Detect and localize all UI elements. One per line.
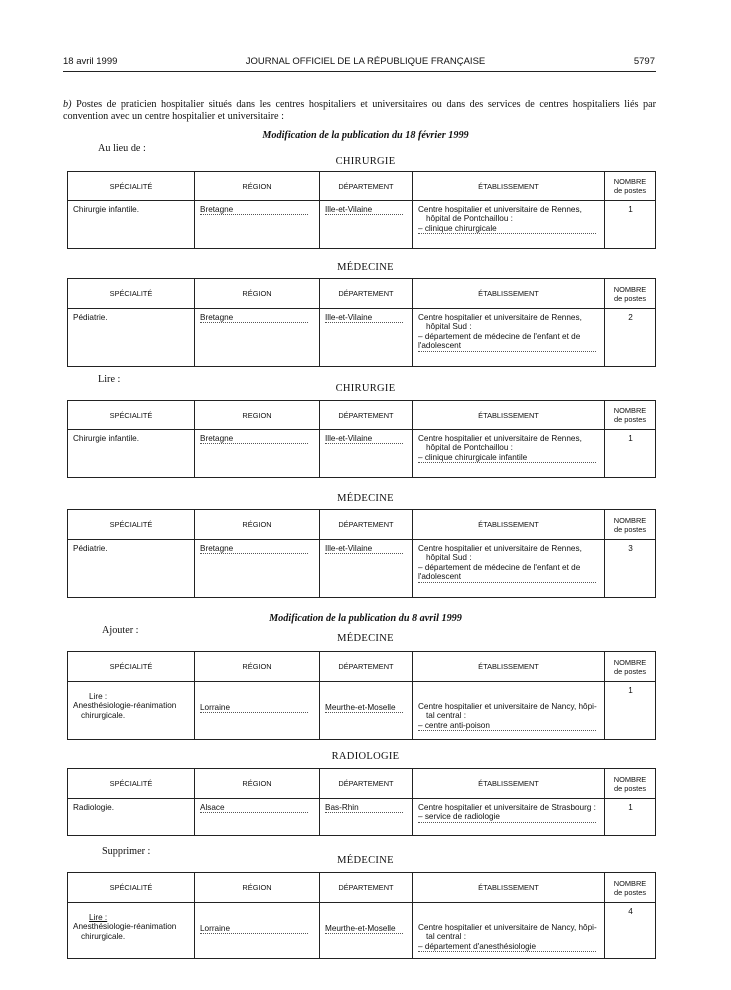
section-title-radiologie: RADIOLOGIE bbox=[331, 751, 400, 762]
cell-nombre: 4 bbox=[605, 903, 656, 959]
header-rule bbox=[63, 71, 656, 72]
col-header-etablissement: ÉTABLISSEMENT bbox=[413, 769, 605, 799]
col-header-specialite: SPÉCIALITÉ bbox=[68, 873, 195, 903]
col-header-departement: DÉPARTEMENT bbox=[320, 279, 413, 309]
col-header-departement: DÉPARTEMENT bbox=[320, 873, 413, 903]
cell-departement: Meurthe-et-Moselle bbox=[320, 682, 413, 740]
cell-region: Bretagne bbox=[195, 540, 320, 598]
cell-departement: Bas-Rhin bbox=[320, 799, 413, 836]
col-header-nombre: NOMBRE de postes bbox=[605, 279, 656, 309]
cell-specialite: Pédiatrie. bbox=[68, 540, 195, 598]
col-header-departement: DÉPARTEMENT bbox=[320, 172, 413, 201]
intro-text: Postes de praticien hospitalier situés dans les centres hospitaliers et universitaires ou dans des services de centres hospitaliers liés par convention avec un centre hospitalier et universitaire : bbox=[63, 99, 656, 122]
col-header-etablissement: ÉTABLISSEMENT bbox=[413, 873, 605, 903]
cell-region: Alsace bbox=[195, 799, 320, 836]
cell-specialite: Chirurgie infantile. bbox=[68, 430, 195, 478]
cell-region: Bretagne bbox=[195, 430, 320, 478]
col-header-specialite: SPÉCIALITÉ bbox=[68, 769, 195, 799]
intro-letter: b) bbox=[63, 99, 72, 110]
col-header-region: RÉGION bbox=[195, 769, 320, 799]
col-header-specialite: SPÉCIALITÉ bbox=[68, 652, 195, 682]
cell-specialite: Lire : Anesthésiologie-réanimation chirurgicale. bbox=[68, 903, 195, 959]
cell-etablissement: Centre hospitalier et universitaire de Rennes, hôpital Sud : – département de médecine de l'enfant et de l'adolescent bbox=[413, 309, 605, 367]
col-header-etablissement: ÉTABLISSEMENT bbox=[413, 279, 605, 309]
cell-specialite: Lire : Anesthésiologie-réanimation chirurgicale. bbox=[68, 682, 195, 740]
col-header-specialite: SPÉCIALITÉ bbox=[68, 172, 195, 201]
section-title-medecine: MÉDECINE bbox=[337, 855, 394, 866]
table-medecine-supprimer bbox=[67, 872, 656, 959]
col-header-departement: DÉPARTEMENT bbox=[320, 401, 413, 430]
header-page-number: 5797 bbox=[633, 56, 655, 67]
col-header-nombre: NOMBRE de postes bbox=[605, 510, 656, 540]
publication-note-2: Modification de la publication du 8 avril 1999 bbox=[269, 613, 462, 624]
cell-region: Bretagne bbox=[195, 309, 320, 367]
cell-region: Bretagne bbox=[195, 201, 320, 249]
table-row bbox=[68, 540, 656, 598]
col-header-specialite: SPÉCIALITÉ bbox=[68, 510, 195, 540]
col-header-nombre: NOMBRE de postes bbox=[605, 652, 656, 682]
cell-departement: Ille-et-Vilaine bbox=[320, 430, 413, 478]
col-header-etablissement: ÉTABLISSEMENT bbox=[413, 510, 605, 540]
label-au-lieu-de: Au lieu de : bbox=[98, 143, 146, 154]
section-title-medecine: MÉDECINE bbox=[337, 633, 394, 644]
cell-etablissement: Centre hospitalier et universitaire de Strasbourg : – service de radiologie bbox=[413, 799, 605, 836]
label-ajouter: Ajouter : bbox=[102, 625, 139, 636]
cell-nombre: 1 bbox=[605, 682, 656, 740]
cell-specialite: Pédiatrie. bbox=[68, 309, 195, 367]
cell-etablissement: Centre hospitalier et universitaire de Rennes, hôpital Sud : – département de médecine de l'enfant et de l'adolescent bbox=[413, 540, 605, 598]
cell-etablissement: Centre hospitalier et universitaire de Nancy, hôpi- tal central : – centre anti-poison bbox=[413, 682, 605, 740]
col-header-specialite: SPÉCIALITÉ bbox=[68, 401, 195, 430]
col-header-nombre: NOMBRE de postes bbox=[605, 401, 656, 430]
table-chirurgie-lire bbox=[67, 400, 656, 478]
publication-note-1: Modification de la publication du 18 février 1999 bbox=[262, 130, 469, 141]
cell-departement: Ille-et-Vilaine bbox=[320, 309, 413, 367]
header-journal-title: JOURNAL OFFICIEL DE LA RÉPUBLIQUE FRANÇAISE bbox=[245, 56, 486, 67]
table-row bbox=[68, 682, 656, 740]
col-header-region: RÉGION bbox=[195, 172, 320, 201]
table-medecine-au-lieu bbox=[67, 278, 656, 367]
cell-specialite: Radiologie. bbox=[68, 799, 195, 836]
col-header-etablissement: ÉTABLISSEMENT bbox=[413, 401, 605, 430]
table-radiologie-ajouter bbox=[67, 768, 656, 836]
col-header-nombre: NOMBRE de postes bbox=[605, 873, 656, 903]
table-medecine-ajouter bbox=[67, 651, 656, 740]
cell-etablissement: Centre hospitalier et universitaire de Rennes, hôpital de Pontchaillou : – clinique chirurgicale bbox=[413, 201, 605, 249]
cell-region: Lorraine bbox=[195, 903, 320, 959]
col-header-nombre: NOMBRE de postes bbox=[605, 769, 656, 799]
cell-etablissement: Centre hospitalier et universitaire de Rennes, hôpital de Pontchaillou : – clinique chirurgicale infantile bbox=[413, 430, 605, 478]
col-header-departement: DÉPARTEMENT bbox=[320, 510, 413, 540]
col-header-etablissement: ÉTABLISSEMENT bbox=[413, 172, 605, 201]
table-row bbox=[68, 799, 656, 836]
cell-departement: Ille-et-Vilaine bbox=[320, 201, 413, 249]
col-header-region: RÉGION bbox=[195, 279, 320, 309]
col-header-departement: DÉPARTEMENT bbox=[320, 769, 413, 799]
col-header-nombre: NOMBRE de postes bbox=[605, 172, 656, 201]
col-header-specialite: SPÉCIALITÉ bbox=[68, 279, 195, 309]
section-title-chirurgie: CHIRURGIE bbox=[335, 156, 396, 167]
intro-paragraph bbox=[63, 99, 656, 122]
col-header-region: RÉGION bbox=[195, 652, 320, 682]
cell-specialite: Chirurgie infantile. bbox=[68, 201, 195, 249]
table-row bbox=[68, 430, 656, 478]
label-lire: Lire : bbox=[98, 374, 121, 385]
cell-region: Lorraine bbox=[195, 682, 320, 740]
section-title-medecine: MÉDECINE bbox=[337, 493, 394, 504]
cell-nombre: 2 bbox=[605, 309, 656, 367]
cell-departement: Meurthe-et-Moselle bbox=[320, 903, 413, 959]
table-medecine-lire bbox=[67, 509, 656, 598]
col-header-departement: DÉPARTEMENT bbox=[320, 652, 413, 682]
section-title-chirurgie: CHIRURGIE bbox=[335, 383, 396, 394]
cell-nombre: 1 bbox=[605, 201, 656, 249]
section-title-medecine: MÉDECINE bbox=[337, 262, 394, 273]
cell-etablissement: Centre hospitalier et universitaire de Nancy, hôpi- tal central : – département d'anesthésiologie bbox=[413, 903, 605, 959]
col-header-etablissement: ÉTABLISSEMENT bbox=[413, 652, 605, 682]
table-row bbox=[68, 309, 656, 367]
table-row bbox=[68, 903, 656, 959]
cell-departement: Ille-et-Vilaine bbox=[320, 540, 413, 598]
col-header-region: RÉGION bbox=[195, 873, 320, 903]
table-row bbox=[68, 201, 656, 249]
header-date: 18 avril 1999 bbox=[63, 56, 118, 67]
cell-nombre: 1 bbox=[605, 430, 656, 478]
col-header-region: REGION bbox=[195, 401, 320, 430]
label-supprimer: Supprimer : bbox=[102, 846, 151, 857]
table-chirurgie-au-lieu bbox=[67, 171, 656, 249]
col-header-region: RÉGION bbox=[195, 510, 320, 540]
cell-nombre: 1 bbox=[605, 799, 656, 836]
cell-nombre: 3 bbox=[605, 540, 656, 598]
